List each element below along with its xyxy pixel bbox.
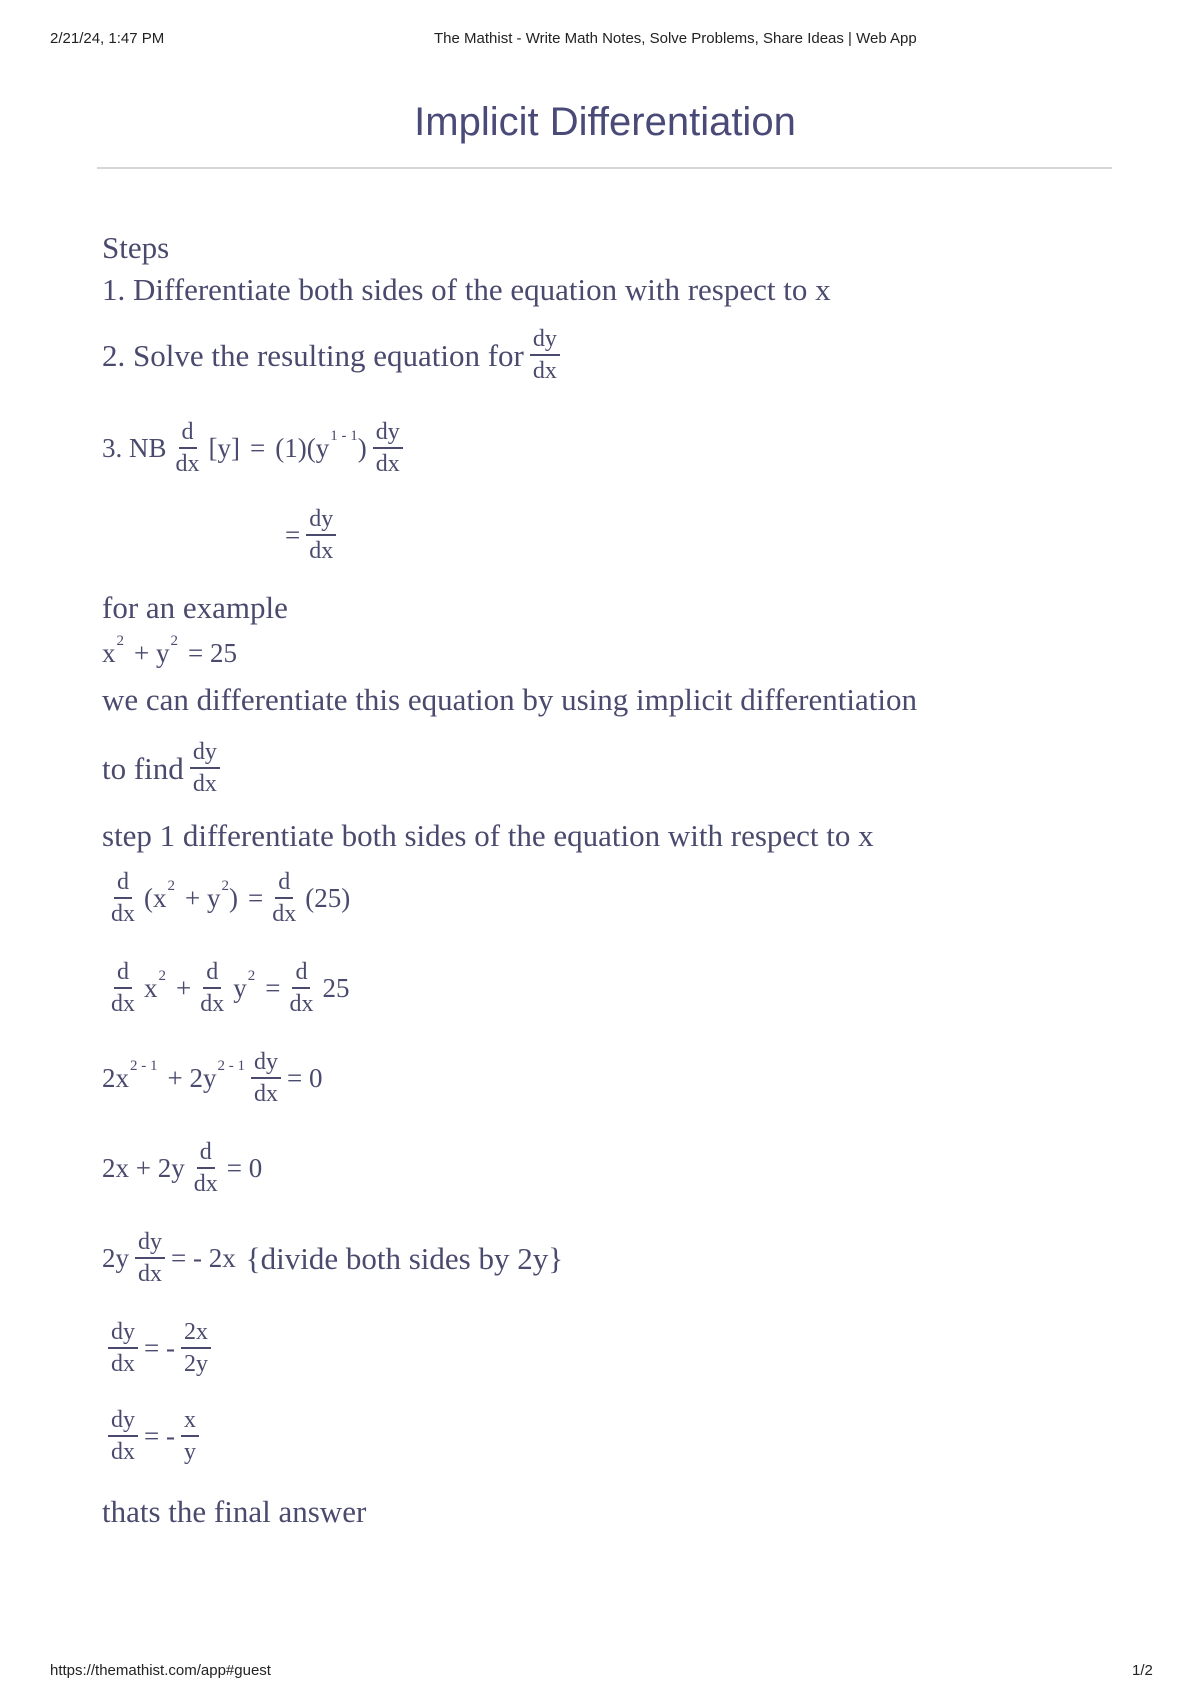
frac-den: dx	[532, 358, 557, 384]
final-answer-text: thats the final answer	[102, 1494, 367, 1529]
exponent: 1 - 1	[330, 427, 358, 444]
equation-line-3: 2x 2 - 1 + 2y 2 - 1 $\frac{dy}{dx}$ = 0	[102, 1049, 323, 1107]
print-url: https://themathist.com/app#guest	[50, 1662, 271, 1679]
divide-note: {divide both sides by 2y}	[245, 1240, 564, 1276]
equation-line-5: 2y $\frac{dy}{dx}$ = - 2x {divide both sides by 2y}	[102, 1229, 564, 1287]
equation-line-6: $\frac{dy}{dx}$ = - $\frac{2x}{2y}$	[102, 1320, 217, 1376]
d-dx-fraction: $\frac{d}{dx}$	[175, 419, 200, 477]
step-3-rhs: (1)(y	[275, 432, 330, 463]
dy-dx-fraction: $\frac{dy}{dx}$	[190, 740, 220, 796]
step-1: 1. Differentiate both sides of the equation with respect to x	[102, 272, 831, 307]
equals-sign: =	[250, 432, 266, 463]
frac-num: dy	[530, 327, 560, 356]
differentiate-text: we can differentiate this equation by using implicit differentiation	[102, 682, 917, 717]
example-equation: x 2 + y 2 = 25	[102, 633, 237, 668]
dy-dx-fraction: $\frac{dy}{dx}$	[306, 507, 336, 563]
print-page-title: The Mathist - Write Math Notes, Solve Problems, Share Ideas | Web App	[434, 30, 917, 47]
step-3-continued	[285, 507, 342, 563]
print-page-number: 1/2	[1132, 1662, 1153, 1679]
title-divider	[97, 167, 1112, 169]
equation-line-4: 2x + 2y $\frac{d}{dx}$ = 0	[102, 1139, 263, 1197]
dy-dx-fraction: $\frac{dy}{dx}$	[373, 420, 403, 476]
to-find-line: to find $\frac{dy}{dx}$	[102, 740, 226, 796]
equation-line-7: $\frac{dy}{dx}$ = - $\frac{x}{y}$	[102, 1408, 205, 1464]
equals-sign: =	[285, 519, 301, 550]
note-title: Implicit Differentiation	[414, 100, 796, 144]
equation-line-1: $\frac{d}{dx}$ (x 2 + y 2 ) = $\frac{d}{dx}$ (25)	[111, 869, 351, 927]
step-3: 3. NB $\frac{d}{dx}$ [y] = (1)(y 1 - 1 ) $\frac{dy}{dx}$	[102, 420, 409, 476]
equation-line-2: $\frac{d}{dx}$ x 2 + $\frac{d}{dx}$ y 2 = $\frac{d}{dx}$ 25	[111, 959, 350, 1017]
step-2-text: 2. Solve the resulting equation for	[102, 337, 524, 373]
print-datetime: 2/21/24, 1:47 PM	[50, 30, 165, 47]
example-intro: for an example	[102, 590, 288, 625]
dy-dx-fraction	[530, 327, 560, 383]
bracket-y: [y]	[208, 432, 240, 463]
step-1-text: step 1 differentiate both sides of the equation with respect to x	[102, 818, 874, 853]
step-2	[102, 327, 566, 383]
steps-heading: Steps	[102, 230, 170, 265]
step-3-prefix: 3. NB	[102, 432, 167, 463]
